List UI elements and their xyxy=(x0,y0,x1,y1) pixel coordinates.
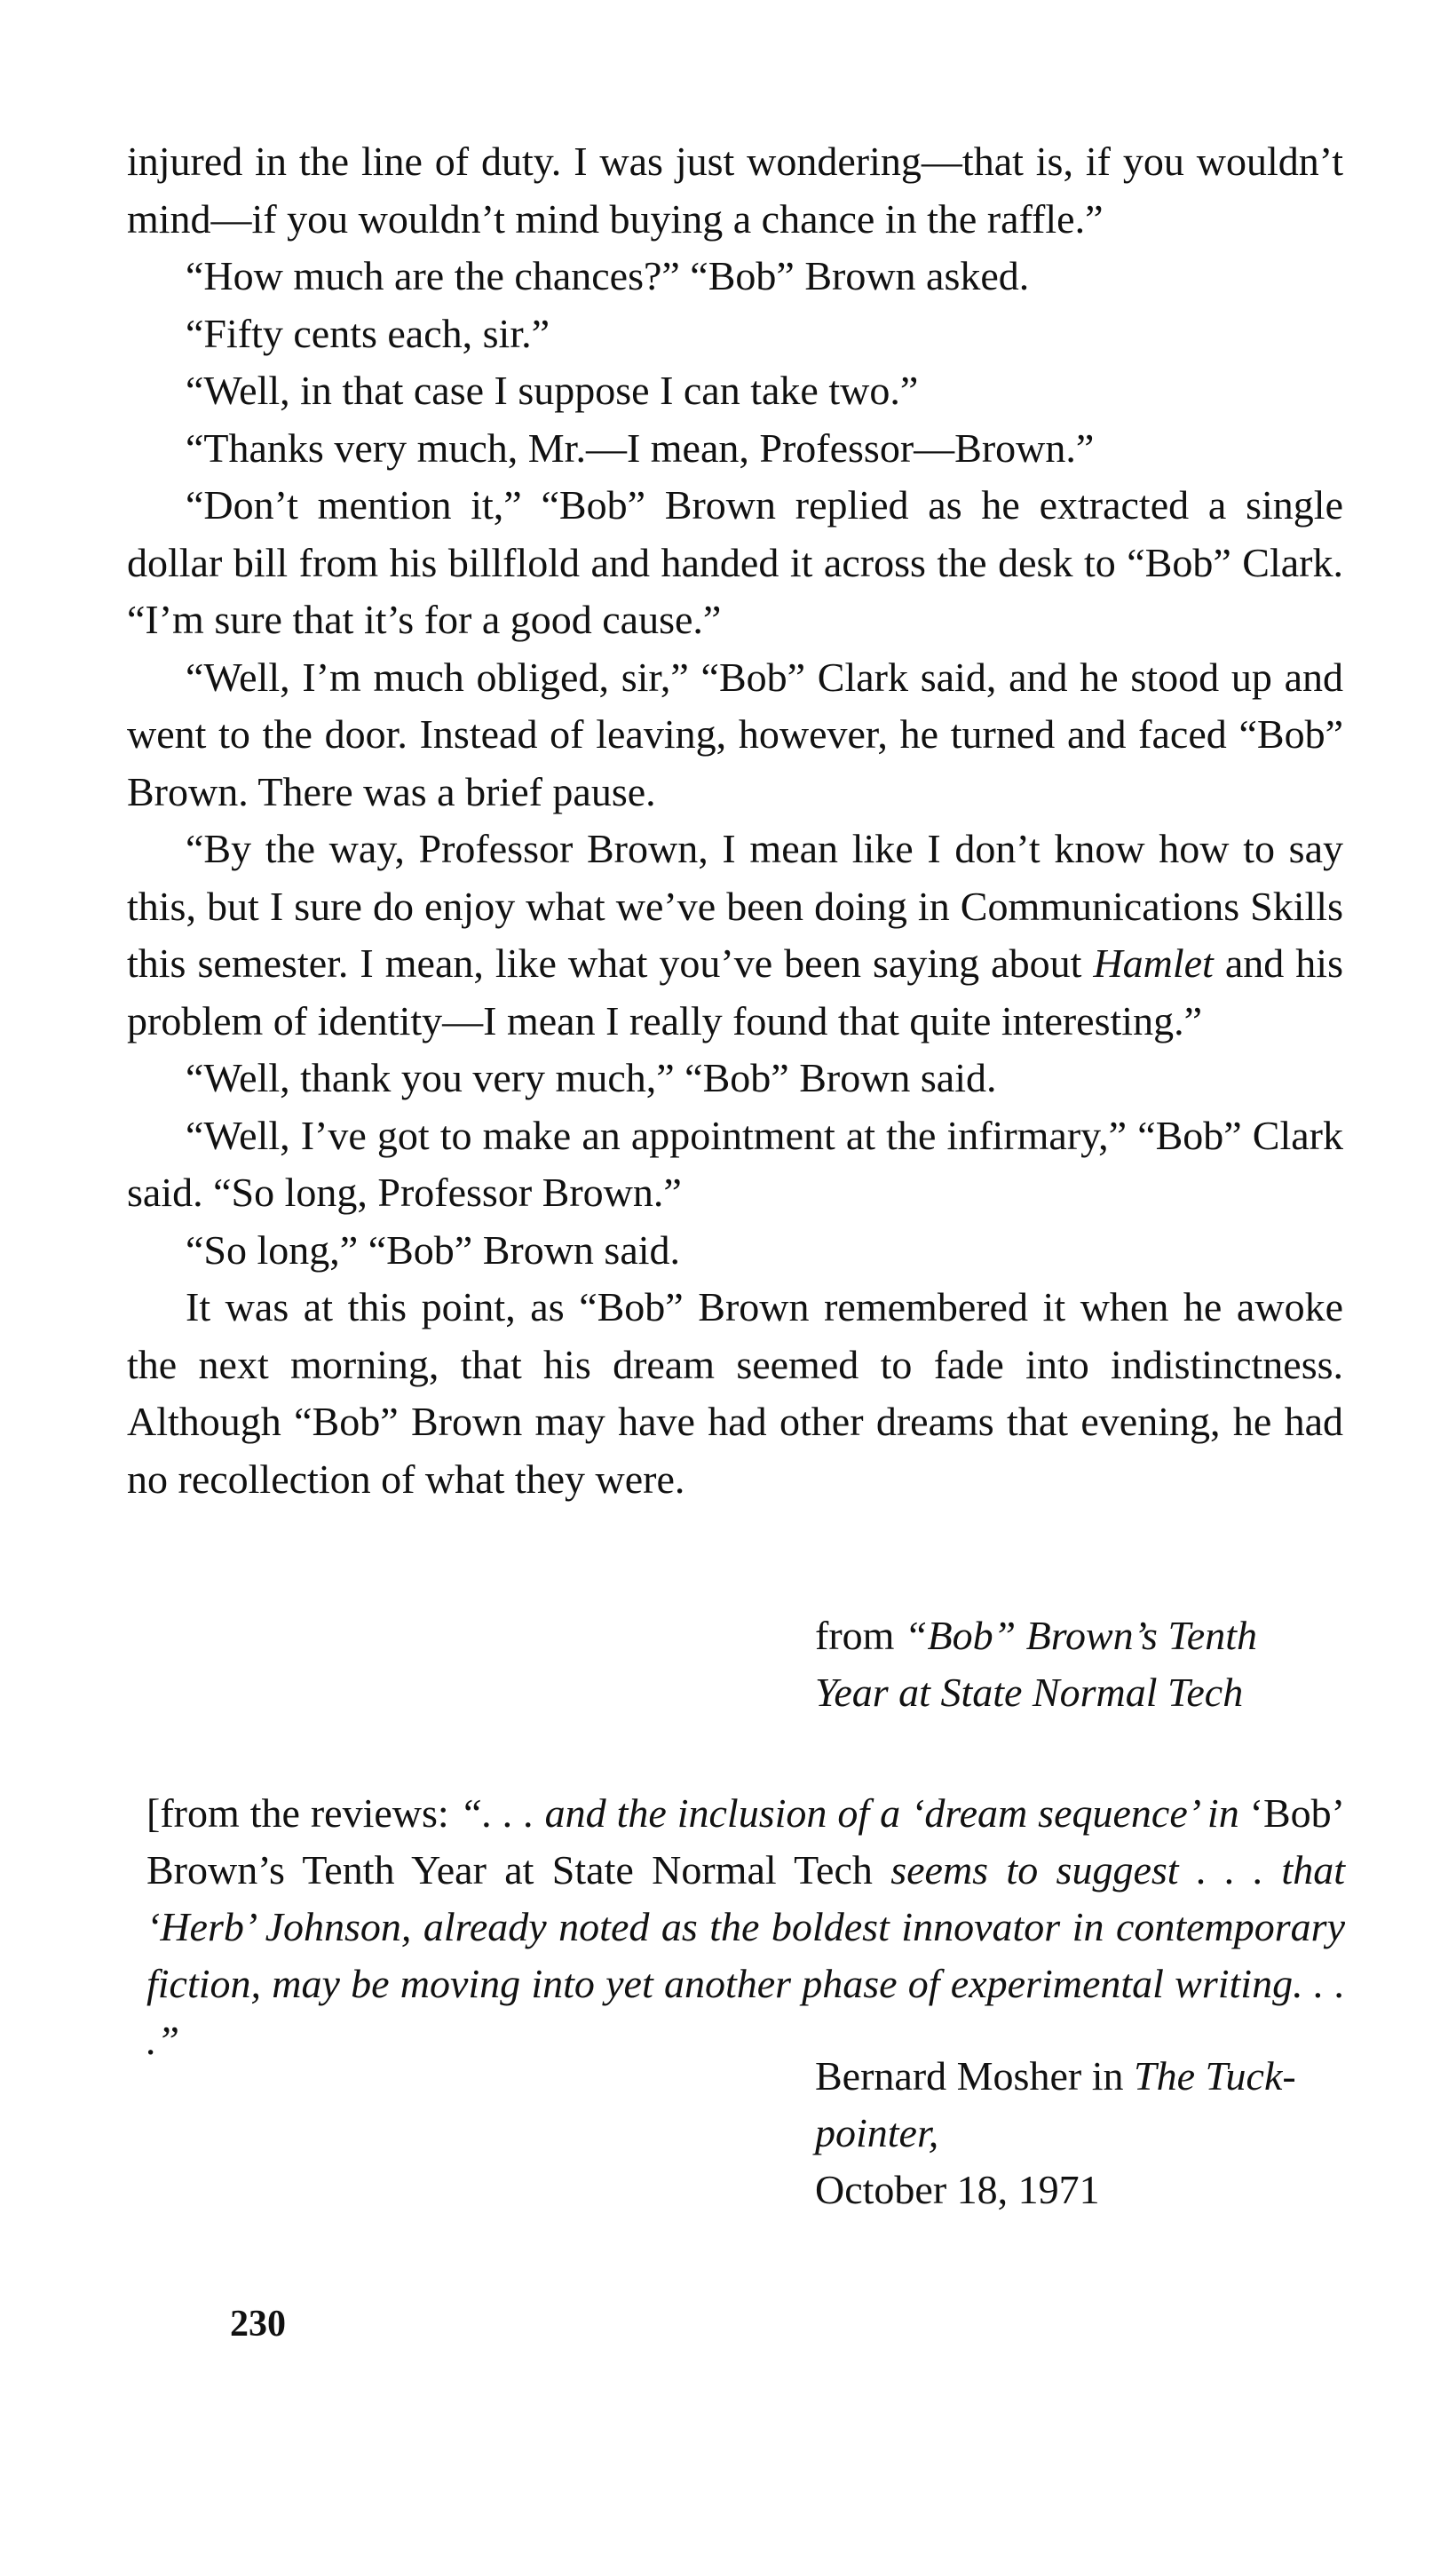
source-line-1 xyxy=(815,1607,1348,1664)
paragraph-12: It was at this point, as “Bob” Brown remembered it when he awoke the next morning, that his dream seemed to fade into indistinctness. Although “Bob” Brown may have had other dreams that evening, he had no recollection of what they were. xyxy=(127,1284,1343,1502)
paragraph-hamlet xyxy=(127,821,1343,1050)
paragraph-7: “Well, I’m much obliged, sir,” “Bob” Clark said, and he stood up and went to the door. Instead of leaving, however, he turned and faced “Bob” Brown. There was a brief pause. xyxy=(127,654,1343,814)
main-text xyxy=(127,133,1343,1508)
paragraph-1: injured in the line of duty. I was just wondering—that is, if you wouldn’t mind—if you wouldn’t mind buying a chance in the raffle.” xyxy=(127,139,1343,242)
paragraph-6: “Don’t mention it,” “Bob” Brown replied as he extracted a single dollar bill from his billflold and handed it across the desk to “Bob” Clark. “I’m sure that it’s for a good cause.” xyxy=(127,482,1343,642)
paragraph-4: “Well, in that case I suppose I can take two.” xyxy=(186,368,919,413)
source-title-line-2: Year at State Normal Tech xyxy=(815,1670,1244,1715)
reviewer-name: Bernard Mosher in xyxy=(815,2053,1134,2099)
review-excerpt xyxy=(146,1785,1345,2069)
reviewer-line-2 xyxy=(815,2105,1348,2162)
paragraph-3: “Fifty cents each, sir.” xyxy=(186,310,550,356)
paragraph-5: “Thanks very much, Mr.—I mean, Professor—Brown.” xyxy=(186,425,1095,471)
paragraph-9: “Well, thank you very much,” “Bob” Brown said. xyxy=(186,1055,997,1100)
hamlet-text-after: and his problem of identity—I mean I really found that quite interesting.” xyxy=(127,940,1343,1043)
source-credit xyxy=(815,1607,1348,1721)
reviewer-credit xyxy=(815,2048,1348,2218)
review-paragraph xyxy=(146,1785,1345,2069)
paragraph-10: “Well, I’ve got to make an appointment at the infirmary,” “Bob” Clark said. “So long, Professor Brown.” xyxy=(127,1112,1343,1215)
publication-line-2: pointer, xyxy=(815,2110,939,2155)
hamlet-title: Hamlet xyxy=(1093,940,1214,986)
reviewer-line-1 xyxy=(815,2048,1348,2105)
paragraph-2: “How much are the chances?” “Bob” Brown asked. xyxy=(186,253,1030,298)
source-title-line-1: “Bob” Brown’s Tenth xyxy=(904,1613,1258,1658)
review-lead: [from the reviews: xyxy=(146,1790,460,1836)
review-quote-end: seems to suggest . . . that ‘Herb’ Johnson, already noted as the boldest innovator in contemporary fiction, may be moving into yet another phase of experimental writing. . . .” xyxy=(146,1847,1345,2063)
source-line-2 xyxy=(815,1664,1348,1721)
publication-line-1: The Tuck- xyxy=(1133,2053,1296,2099)
review-book-title: ‘Bob’ Brown’s Tenth Year at State Normal Tech xyxy=(146,1790,1345,1892)
review-date: October 18, 1971 xyxy=(815,2167,1100,2212)
hamlet-text-before: “By the way, Professor Brown, I mean like I don’t know how to say this, but I sure do enjoy what we’ve been doing in Communications Skills this semester. I mean, like what you’ve been saying about xyxy=(127,826,1343,986)
source-prefix: from xyxy=(815,1613,905,1658)
paragraph-11: “So long,” “Bob” Brown said. xyxy=(186,1226,681,1273)
review-quote-start: “. . . and the inclusion of a ‘dream sequence’ in xyxy=(459,1790,1239,1836)
page-number: 230 xyxy=(230,2304,286,2345)
